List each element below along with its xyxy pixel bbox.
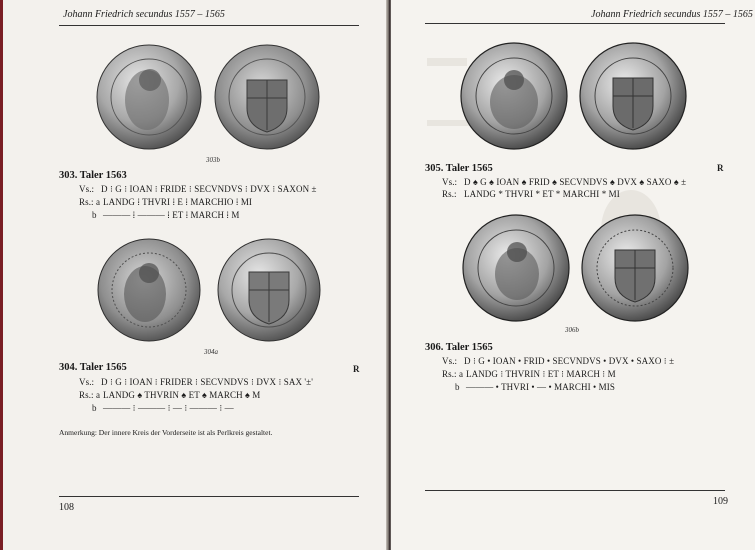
reverse-legend-a: LANDG ⁞ THVRI ⁞ E ⁞ MARCHIO ⁞ MI (103, 197, 253, 207)
header-rule (59, 25, 359, 26)
left-page (3, 0, 389, 550)
entry-305-heading: 305. Taler 1565 (425, 163, 493, 174)
obverse-legend: D ⁝ G • IOAN • FRID • SECVNDVS • DVX • SAXO ⁝ ± (464, 356, 675, 366)
footnote: Anmerkung: Der innere Kreis der Vorderseite ist als Perlkreis gestaltet. (59, 428, 273, 437)
coin-305-pair (459, 40, 691, 152)
coin-304a-reverse (218, 239, 320, 341)
entry-303-reverse-b (92, 210, 239, 220)
entry-305-obverse (442, 177, 686, 187)
page-number: 108 (59, 502, 74, 513)
coin-305-obverse (461, 43, 567, 149)
coin-306b-obverse (463, 215, 569, 321)
reverse-label: Rs.: a (442, 369, 464, 379)
rarity-mark: R (717, 163, 724, 173)
reverse-label: Rs.: (442, 189, 457, 199)
entry-303-reverse-a (79, 197, 252, 207)
entry-306-heading: 306. Taler 1565 (425, 342, 493, 353)
obverse-label: Vs.: (79, 377, 95, 387)
entry-304-obverse (79, 377, 313, 388)
obverse-legend: D ⁝ G ⁝ IOAN ⁝ FRIDE ⁝ SECVNDVS ⁝ DVX ⁝ SAXON ± (101, 184, 317, 194)
coin-305-reverse (580, 43, 686, 149)
coin-303b-obverse (97, 45, 201, 149)
variant-b-label: b (92, 210, 97, 220)
entry-306-reverse-a (442, 369, 616, 380)
coin-306b-reverse (582, 215, 688, 321)
footer-rule (425, 490, 725, 491)
coin-303b-pair (95, 42, 325, 156)
figure-caption-306b: 306b (565, 326, 579, 334)
coin-304a-obverse (98, 239, 200, 341)
obverse-label: Vs.: (79, 184, 95, 194)
entry-306-obverse (442, 356, 674, 367)
page-number: 109 (713, 496, 728, 507)
figure-caption-304a: 304a (204, 348, 218, 356)
obverse-label: Vs.: (442, 177, 458, 187)
running-head: Johann Friedrich secundus 1557 – 1565 (63, 9, 225, 20)
figure-caption-303b: 303b (206, 156, 220, 164)
entry-303-heading: 303. Taler 1563 (59, 170, 127, 181)
obverse-legend: D ⁝ G ⁝ IOAN ⁝ FRIDER ⁝ SECVNDVS ⁝ DVX ⁝ SAX '±' (101, 377, 313, 387)
entry-304-reverse-a (79, 390, 260, 400)
right-page (391, 0, 755, 550)
reverse-legend-a: LANDG ♠ THVRIN ♠ ET ♠ MARCH ♠ M (103, 390, 261, 400)
entry-303-obverse (79, 184, 317, 195)
entry-305-reverse (442, 189, 620, 199)
coin-303b-reverse (215, 45, 319, 149)
variant-b-label: b (92, 403, 97, 413)
coin-304a-pair (95, 236, 325, 344)
entry-304-reverse-b (92, 403, 234, 414)
reverse-label: Rs.: a (79, 390, 101, 400)
variant-b-label: b (455, 382, 460, 392)
coin-306b-pair (461, 212, 691, 324)
reverse-legend: LANDG * THVRI * ET * MARCHI * MI (464, 189, 620, 199)
entry-304-heading: 304. Taler 1565 (59, 362, 127, 373)
footer-rule (59, 496, 359, 497)
header-rule (425, 23, 725, 24)
obverse-label: Vs.: (442, 356, 458, 366)
reverse-legend-a: LANDG ⁝ THVRIN ⁝ ET ⁝ MARCH ⁝ M (466, 369, 616, 379)
reverse-legend-b: ——— ⁞ ——— ⁞ ET ⁞ MARCH ⁞ M (103, 210, 240, 220)
reverse-label: Rs.: a (79, 197, 101, 207)
reverse-legend-b: ——— • THVRI • — • MARCHI • MIS (466, 382, 615, 392)
running-head: Johann Friedrich secundus 1557 – 1565 (591, 9, 753, 20)
reverse-legend-b: ——— ⁝ ——— ⁝ — ⁝ ——— ⁝ — (103, 403, 234, 413)
obverse-legend: D ♠ G ♠ IOAN ♠ FRID ♠ SECVNDVS ♠ DVX ♠ SAXO ♠ ± (464, 177, 687, 187)
entry-306-reverse-b (455, 382, 615, 392)
rarity-mark: R (353, 364, 360, 374)
